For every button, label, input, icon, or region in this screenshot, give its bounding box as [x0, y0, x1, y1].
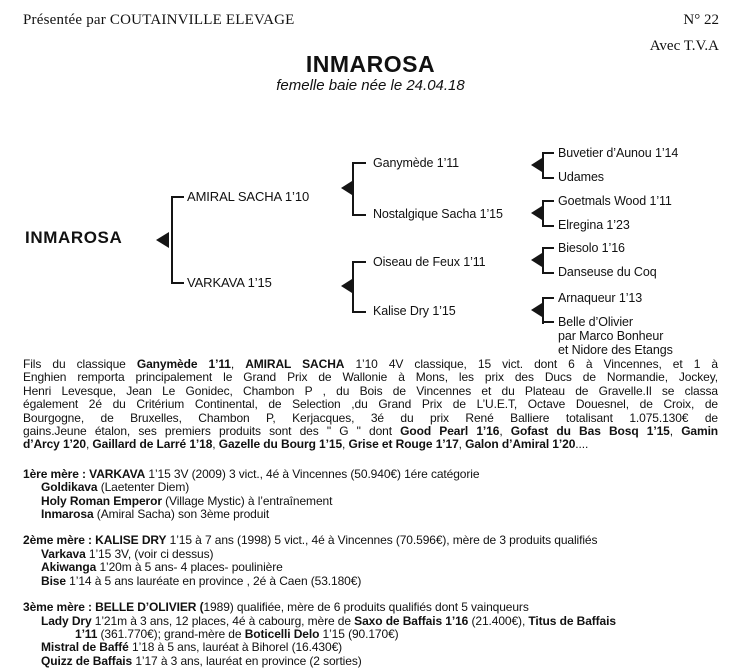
arrowhead-icon	[531, 303, 542, 317]
bracket-line	[542, 152, 544, 179]
arrowhead-icon	[531, 253, 542, 267]
paragraph-line: Bourgogne, de Bruxelles, Chambon P, Kerjacques, 3é du prix René Balliere totalisant 1.075.130€ de	[23, 410, 718, 425]
paragraph-line: également 2é du Critérium Continental, de Selection ,du Grand Prix de L’U.E.T, Octave Douesnel, de Croix, de	[23, 397, 718, 412]
dam-section-1	[23, 468, 718, 522]
progeny-line: Goldikava (Laetenter Diem)	[41, 480, 190, 495]
dam-section-header: 2ème mère : KALISE DRY 1’15 à 7 ans (1998) 5 vict., 4é à Vincennes (70.596€), mère de 3 produits qualifiés	[23, 533, 598, 548]
paragraph-line: Enghien remporta principalement le Grand Prix de Wallonie à Mons, les prix des Ducs de Normandie, Jockey,	[23, 370, 718, 385]
pedigree-node: Oiseau de Feux 1’11	[373, 255, 486, 269]
pedigree-node: Buvetier d’Aunou 1’14	[558, 146, 679, 160]
pedigree-node: Danseuse du Coq	[558, 265, 657, 279]
pedigree-subject: INMAROSA	[25, 228, 123, 247]
bracket-line	[171, 196, 184, 198]
pedigree-node: Arnaqueur 1’13	[558, 291, 643, 305]
pedigree-node-sire: AMIRAL SACHA 1’10	[187, 189, 310, 204]
horse-name-title: INMAROSA	[305, 51, 436, 77]
pedigree-node: Kalise Dry 1’15	[373, 304, 456, 318]
pedigree-node-dam: VARKAVA 1’15	[187, 275, 272, 290]
pedigree-node-breeding-note: et Nidore des Etangs	[558, 343, 673, 357]
progeny-line: Lady Dry 1’21m à 3 ans, 12 places, 4é à cabourg, mère de Saxo de Baffais 1’16 (21.400€), Titus de Baffais	[41, 613, 616, 628]
bracket-line	[542, 200, 554, 202]
progeny-line-continued: 1’11 (361.770€); grand-mère de Boticelli Delo 1’15 (90.170€)	[75, 626, 399, 641]
paragraph-line: d’Arcy 1’20, Gaillard de Larré 1’18, Gazelle du Bourg 1’15, Grise et Rouge 1’17, Galon d’Amiral 1’20....	[23, 437, 589, 452]
pedigree-node: Ganymède 1’11	[373, 156, 460, 170]
bracket-line	[542, 247, 544, 274]
bracket-line	[352, 162, 354, 216]
progeny-line: Holy Roman Emperor (Village Mystic) à l’entraînement	[41, 493, 333, 508]
paragraph-line: Fils du classique Ganymède 1’11, AMIRAL SACHA 1’10 4V classique, 15 vict. dont 6 à Vincennes, et 1 à	[23, 357, 718, 371]
pedigree-node: Udames	[558, 170, 604, 184]
paragraph-line: gains.Jeune étalon, ses premiers produits sont des " G " dont Good Pearl 1’16, Gofast du Bas Bosq 1’15, Gamin	[23, 424, 719, 439]
progeny-line: Inmarosa (Amiral Sacha) son 3ème produit	[41, 507, 270, 522]
bracket-line	[542, 177, 554, 179]
progeny-line: Mistral de Baffé 1’18 à 5 ans, lauréat à Bihorel (16.430€)	[41, 640, 343, 655]
vat-note: Avec T.V.A	[649, 38, 719, 54]
bracket-line	[542, 152, 554, 154]
paragraph-line: Henri Levesque, Jean Le Gonidec, Chambon P , du Bois de Vincennes et du Plateau de Gravelle.Il se classa	[23, 383, 718, 398]
arrowhead-icon	[341, 181, 352, 195]
arrowhead-icon	[531, 158, 542, 172]
bracket-line	[542, 297, 554, 299]
bracket-line	[542, 297, 544, 324]
dam-section-header: 3ème mère : BELLE D’OLIVIER (1989) qualifiée, mère de 6 produits qualifiés dont 5 vainqueurs	[23, 600, 529, 615]
progeny-line: Bise 1’14 à 5 ans lauréate en province , 2é à Caen (53.180€)	[41, 573, 362, 588]
bracket-line	[542, 272, 554, 274]
bracket-line	[542, 247, 554, 249]
progeny-line: Akiwanga 1’20m à 5 ans- 4 places- poulinière	[41, 560, 283, 575]
pedigree-node: Nostalgique Sacha 1’15	[373, 207, 503, 221]
arrowhead-icon	[341, 279, 352, 293]
pedigree-node-breeding-note: par Marco Bonheur	[558, 329, 664, 343]
arrowhead-icon	[531, 206, 542, 220]
bracket-line	[171, 196, 173, 284]
dam-section-2	[23, 534, 718, 588]
progeny-line: Varkava 1’15 3V, (voir ci dessus)	[41, 546, 214, 561]
bracket-line	[171, 282, 184, 284]
bracket-line	[352, 261, 366, 263]
dam-section-3	[23, 601, 718, 668]
bracket-line	[352, 162, 366, 164]
sire-description-paragraph	[23, 358, 718, 452]
progeny-line: Quizz de Baffais 1’17 à 3 ans, lauréat en province (2 sorties)	[41, 653, 362, 668]
presented-by-line: Présentée par COUTAINVILLE ELEVAGE	[23, 12, 295, 28]
horse-description-subtitle: femelle baie née le 24.04.18	[276, 77, 465, 94]
bracket-line	[352, 311, 366, 313]
pedigree-node: Elregina 1’23	[558, 218, 630, 232]
pedigree-node: Biesolo 1’16	[558, 241, 625, 255]
arrowhead-icon	[156, 232, 169, 248]
pedigree-node: Belle d’Olivier	[558, 315, 633, 329]
lot-number: N° 22	[683, 12, 719, 28]
bracket-line	[542, 321, 554, 323]
bracket-line	[352, 214, 366, 216]
bracket-line	[542, 225, 554, 227]
text-body	[23, 358, 718, 668]
bracket-line	[352, 261, 354, 313]
dam-section-header: 1ère mère : VARKAVA 1’15 3V (2009) 3 vict., 4é à Vincennes (50.940€) 1ére catégorie	[23, 466, 480, 481]
pedigree-node: Goetmals Wood 1’11	[558, 194, 672, 208]
bracket-line	[542, 200, 544, 227]
